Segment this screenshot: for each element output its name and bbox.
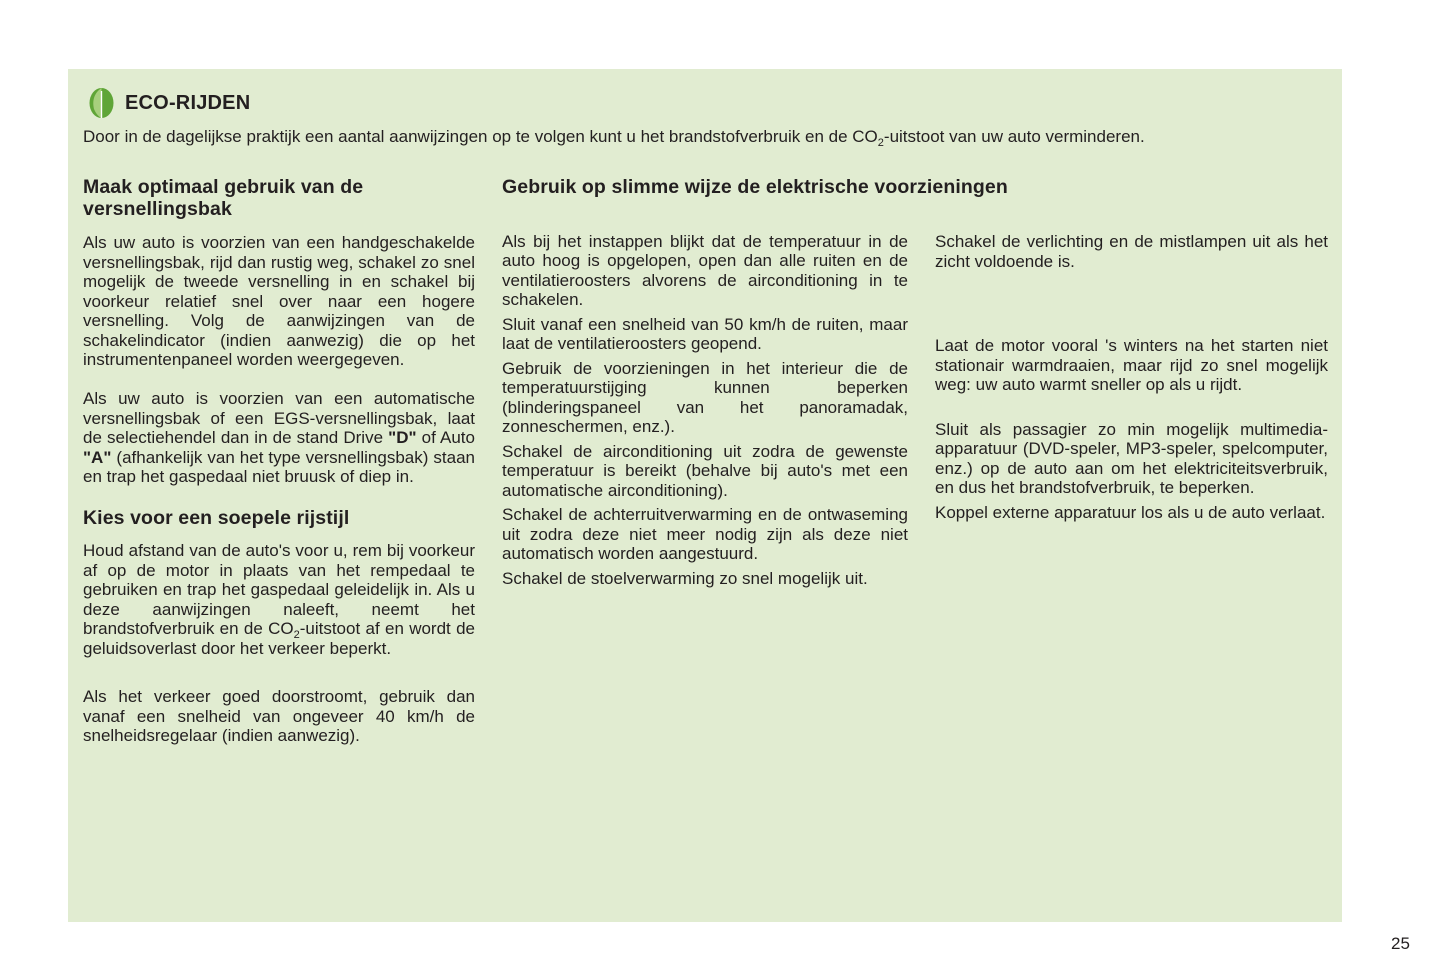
page-number: 25 [1391, 934, 1410, 953]
paragraph-rear-defrost: Schakel de achterruitverwarming en de ontwaseming uit zodra deze niet meer nodig zijn als deze niet automatisch worden aangestuurd. [502, 505, 908, 563]
paragraph-disconnect: Koppel externe apparatuur los als u de auto verlaat. [935, 502, 1326, 522]
column-middle [502, 176, 1008, 588]
leaf-icon [88, 87, 115, 119]
paragraph-cruise-control: Als het verkeer goed doorstroomt, gebruik dan vanaf een snelheid van ongeveer 40 km/h de snelheidsregelaar (indien aanwezig). [83, 687, 475, 745]
paragraph-automatic-gearbox: Als uw auto is voorzien van een automatische versnellingsbak of een EGS-versnellingsbak, laat de selectiehendel dan in de stand Drive "D" of Auto "A" (afhankelijk van het type versnellingsbak) staan en trap het gaspedaal niet bruusk of diep in. [83, 389, 475, 486]
heading-driving-style: Kies voor een soepele rijstijl [83, 506, 350, 529]
paragraph-manual-gearbox: Als uw auto is voorzien van een handgeschakelde versnellingsbak, rijd dan rustig weg, schakel zo snel mogelijk de tweede versnelling in en schakel bij voorkeur relatief snel over naar een hogere versnelling. Volg de aanwijzingen van de schakelindicator (indien aanwezig) die op het instrumentenpaneel worden weergegeven. [83, 233, 475, 369]
paragraph-interior: Gebruik de voorzieningen in het interieur die de temperatuurstijging kunnen beperken (blinderingspaneel van het panoramadak, zonneschermen, enz.). [502, 358, 908, 436]
paragraph-ventilation: Als bij het instappen blijkt dat de temperatuur in de auto hoog is opgelopen, open dan alle ruiten en de ventilatieroosters alvorens de airconditioning in te schakelen. [502, 231, 908, 309]
paragraph-engine-warmup: Laat de motor vooral 's winters na het starten niet stationair warmdraaien, maar rijd zo snel mogelijk weg: uw auto warmt sneller op als u rijdt. [935, 336, 1328, 394]
paragraph-seat-heating: Schakel de stoelverwarming zo snel mogelijk uit. [502, 568, 868, 588]
paragraph-smooth-driving: Houd afstand van de auto's voor u, rem bij voorkeur af op de motor in plaats van het rempedaal te gebruiken en trap het gaspedaal geleidelijk in. Als u deze aanwijzingen naleeft, neemt het brandstofverbruik en de $CO_2$-uitstoot af en wordt de geluidsoverlast door het verkeer beperkt. [83, 541, 475, 658]
section-header [88, 86, 250, 120]
paragraph-lights: Schakel de verlichting en de mistlampen uit als het zicht voldoende is. [935, 232, 1328, 271]
paragraph-windows: Sluit vanaf een snelheid van 50 km/h de ruiten, maar laat de ventilatieroosters geopend. [502, 314, 908, 353]
column-left [83, 177, 475, 746]
intro-text: Door in de dagelijkse praktijk een aantal aanwijzingen op te volgen kunt u het brandstofverbruik en de $CO_2$-uitstoot van uw auto verminderen. [83, 127, 1145, 149]
paragraph-airconditioning: Schakel de airconditioning uit zodra de gewenste temperatuur is bereikt (behalve bij auto's met een automatische airconditioning). [502, 441, 908, 500]
heading-gearbox: Maak optimaal gebruik van de versnellingsbak [83, 176, 364, 220]
heading-electrical: Gebruik op slimme wijze de elektrische voorzieningen [502, 176, 1008, 198]
paragraph-multimedia: Sluit als passagier zo min mogelijk multimedia-apparatuur (DVD-speler, MP3-speler, spelcomputer, enz.) op de auto aan om het elektriciteitsverbruik, en dus het brandstofverbruik, te beperken. [935, 419, 1328, 497]
column-right [935, 232, 1328, 522]
section-title: ECO-RIJDEN [125, 91, 251, 114]
